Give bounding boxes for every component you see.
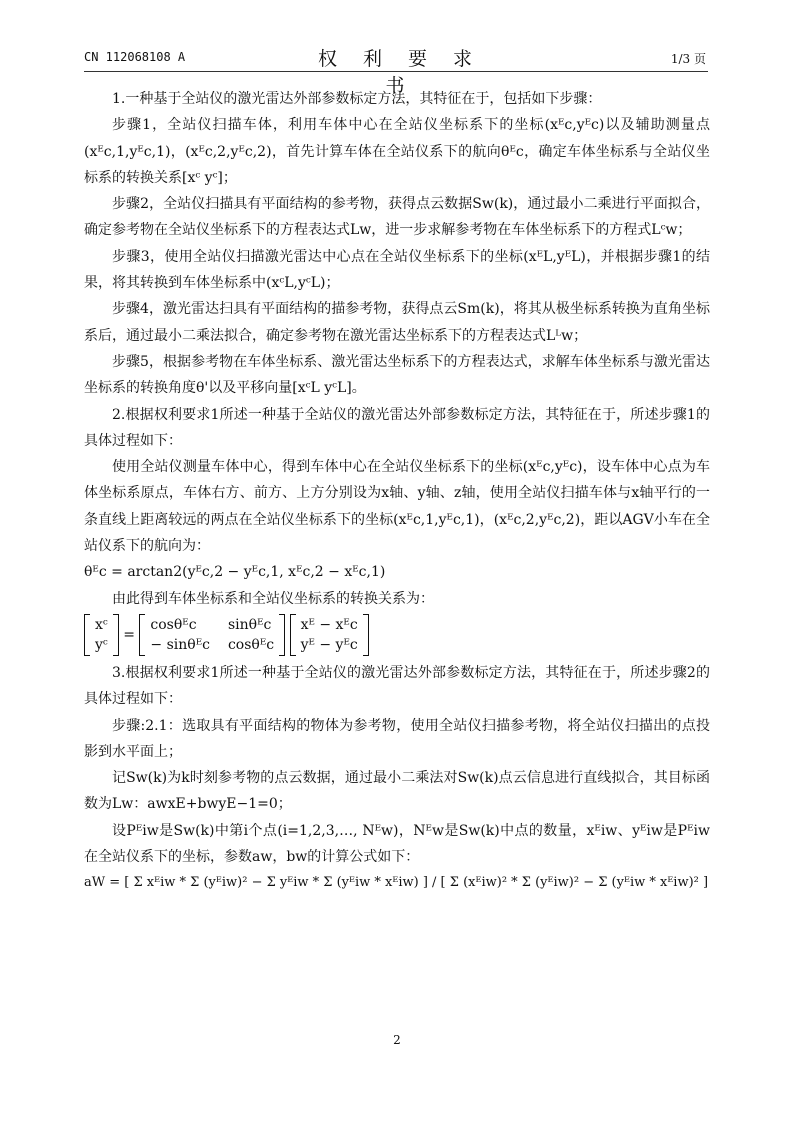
claim-3-objective: 记Sw(k)为k时刻参考物的点云数据，通过最小二乘法对Sw(k)点云信息进行直线拟合，其目标函数为Lw：awxE+bwyE−1=0； — [84, 770, 710, 813]
rotation-matrix — [139, 614, 285, 656]
claim-3-params: 设Pᴱiw是Sw(k)中第i个点(i=1,2,3,…, Nᴱw)，Nᴱw是Sw(k)中点的数量，xᴱiw、yᴱiw是Pᴱiw在全站仪系下的坐标，参数aw，bw的计算公式如下： — [84, 822, 710, 866]
claim-3-intro: 3.根据权利要求1所述一种基于全站仪的激光雷达外部参数标定方法，其特征在于，所述步骤2的具体过程如下： — [84, 664, 710, 708]
lhs-y: yᶜ — [95, 636, 108, 653]
claim-1-intro: 1.一种基于全站仪的激光雷达外部参数标定方法，其特征在于，包括如下步骤： — [112, 91, 602, 107]
rot-22: cosθᴱc — [227, 636, 275, 653]
header-divider — [84, 71, 708, 72]
claim-1-step-3: 步骤3，使用全站仪扫描激光雷达中心点在全站仪坐标系下的坐标(xᴱL,yᴱL)，并根据步骤1的结果，将其转换到车体坐标系中(xᶜL,yᶜL)； — [84, 248, 710, 292]
transform-matrix-equation: xᶜ yᶜ = cosθᴱc sinθᴱc − sinθᴱc cosθᴱc xᴱ − xᴱc yᴱ − yᴱc — [84, 614, 710, 656]
claim-1-step-1: 步骤1，全站仪扫描车体，利用车体中心在全站仪坐标系下的坐标(xᴱc,yᴱc)以及辅助测量点(xᴱc,1,yᴱc,1)，(xᴱc,2,yᴱc,2)，首先计算车体在全站仪系下的航向θᴱc，确定车体坐标系与全站仪坐标系的转换关系[xᶜ yᶜ]； — [84, 117, 710, 186]
rhs-x: xᴱ − xᴱc — [300, 616, 358, 633]
claims-body — [84, 86, 710, 897]
claim-3-step-2-1: 步骤:2.1：选取具有平面结构的物体为参考物，使用全站仪扫描参考物，将全站仪扫描出的点投影到水平面上； — [84, 717, 710, 760]
lhs-vector — [84, 614, 119, 656]
page-number: 2 — [393, 1033, 401, 1047]
claim-1-step-4: 步骤4，激光雷达扫具有平面结构的描参考物，获得点云Sm(k)，将其从极坐标系转换为直角坐标系后，通过最小二乘法拟合，确定参考物在激光雷达坐标系下的方程表达式Lᴸw； — [84, 301, 710, 344]
heading-formula: θᴱc = arctan2(yᴱc,2 − yᴱc,1, xᴱc,2 − xᴱc,1) — [84, 564, 386, 581]
claim-2-body: 使用全站仪测量车体中心，得到车体中心在全站仪坐标系下的坐标(xᴱc,yᴱc)，设车体中心点为车体坐标系原点，车体右方、前方、上方分别设为x轴、y轴、z轴，使用全站仪扫描车体与x轴平行的一条直线上距离较远的两点在全站仪坐标系下的坐标(xᴱc,1,yᴱc,1)，(xᴱc,2,yᴱc,2)，距以AGV小车在全站仪系下的航向为： — [84, 459, 710, 555]
aw-formula: aW = [ Σ xᴱiw * Σ (yᴱiw)² − Σ yᴱiw * Σ (yᴱiw * xᴱiw) ] / [ Σ (xᴱiw)² * Σ (yᴱiw)² − Σ (yᴱiw * xᴱiw)² ] — [84, 875, 709, 891]
rot-21: − sinθᴱc — [150, 636, 210, 653]
claim-1-step-5: 步骤5，根据参考物在车体坐标系、激光雷达坐标系下的方程表达式，求解车体坐标系与激光雷达坐标系的转换角度θ'以及平移向量[xᶜL yᶜL]。 — [84, 353, 710, 397]
page-title: 权 利 要 求 书 — [317, 48, 483, 97]
page-info: 1/3 页 — [670, 52, 706, 66]
claim-2-intro: 2.根据权利要求1所述一种基于全站仪的激光雷达外部参数标定方法，其特征在于，所述步骤1的具体过程如下： — [84, 406, 710, 449]
lhs-x: xᶜ — [95, 616, 108, 633]
rot-11: cosθᴱc — [150, 616, 197, 633]
patent-number: CN 112068108 A — [84, 50, 186, 64]
rhs-y: yᴱ − yᴱc — [300, 636, 358, 653]
claim-2-transform-text: 由此得到车体坐标系和全站仪坐标系的转换关系为： — [112, 590, 434, 607]
rot-12: sinθᴱc — [227, 616, 272, 633]
claim-1-step-2: 步骤2，全站仪扫描具有平面结构的参考物，获得点云数据Sw(k)，通过最小二乘进行平面拟合，确定参考物在全站仪坐标系下的方程表达式Lw，进一步求解参考物在车体坐标系下的方程式Lᶜw； — [84, 196, 710, 239]
rhs-vector — [290, 614, 369, 656]
